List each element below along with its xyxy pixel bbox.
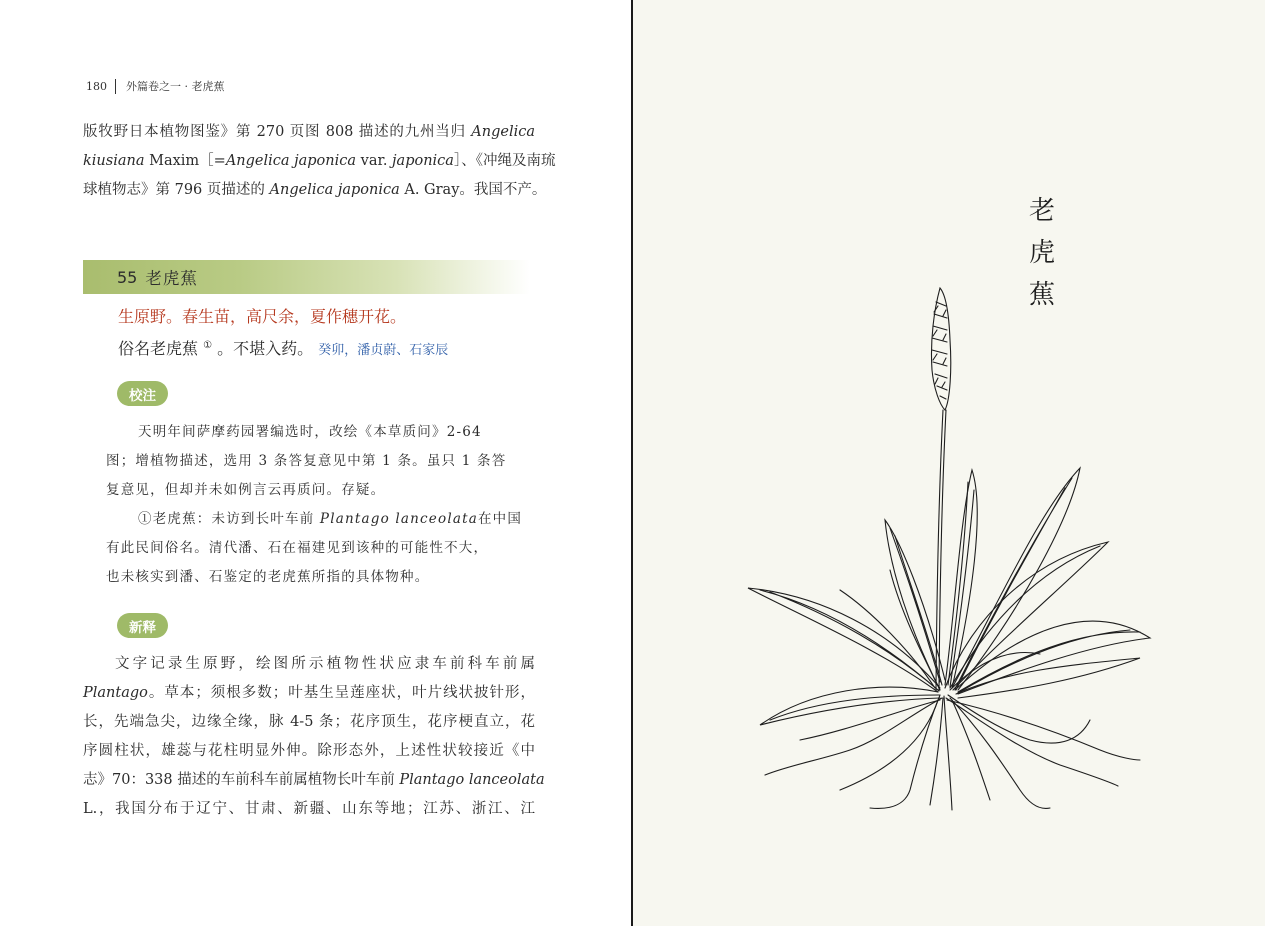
- notes-line: 图；增植物描述，选用 3 条答复意见中第 1 条。虽只 1 条答: [106, 453, 507, 469]
- section-number: 55: [117, 267, 138, 287]
- original-text-line-end: 。不堪入药。: [217, 339, 314, 358]
- notes-line: 复意见，但却并未如例言云再质问。存疑。: [106, 482, 386, 498]
- interpretation-pill: 新释: [117, 613, 168, 638]
- running-head-divider: [115, 79, 116, 94]
- interpretation-line: 文字记录生原野，绘图所示植物性状应隶车前科车前属: [115, 656, 535, 672]
- flower-spike: [931, 288, 950, 410]
- intro-line: 版牧野日本植物图鉴》第 270 页图 808 描述的九州当归 Angelica: [83, 124, 535, 140]
- latin-name: Angelica japonica: [225, 153, 357, 169]
- latin-name: Plantago lanceolata: [399, 772, 545, 788]
- interpretation-line: 志》70：338 描述的车前科车前属植物长叶车前 Plantago lanceolata: [83, 772, 545, 788]
- interpretation-paragraph: [83, 650, 545, 824]
- roots: [765, 695, 1140, 810]
- intro-line: kiusiana Maxim［=Angelica japonica var. japonica］、《冲绳及南琉: [83, 153, 556, 169]
- interpretation-line: L.，我国分布于辽宁、甘肃、新疆、山东等地；江苏、浙江、江: [83, 801, 535, 817]
- plant-title-char: 蕉: [1028, 280, 1055, 310]
- intro-paragraph: [83, 118, 556, 205]
- latin-name: Angelica japonica: [269, 182, 400, 198]
- original-text-line: 俗名老虎蕉: [118, 339, 199, 358]
- original-text-black: [118, 333, 448, 364]
- running-head-section: 外篇卷之一 · 老虎蕉: [126, 80, 225, 93]
- running-head: [86, 78, 225, 94]
- interpretation-line: 序圆柱状，雄蕊与花柱明显外伸。除形态外，上述性状较接近《中: [83, 743, 535, 759]
- plant-title-char: 老: [1028, 196, 1055, 226]
- plantain-plant-drawing-icon: [740, 270, 1160, 820]
- attribution: 癸卯，潘贞蔚、石家辰: [318, 343, 449, 358]
- section-title: 老虎蕉: [145, 269, 198, 288]
- latin-name: Plantago: [83, 685, 148, 701]
- latin-name: kiusiana: [83, 153, 145, 169]
- intro-line: 球植物志》第 796 页描述的 Angelica japonica A. Gray。我国不产。: [83, 182, 547, 198]
- latin-name: Plantago lanceolata: [319, 511, 478, 527]
- interpretation-line: Plantago。草本；须根多数；叶基生呈莲座状，叶片线状披针形，: [83, 685, 535, 701]
- left-page: [0, 0, 631, 926]
- notes-line: 也未核实到潘、石鉴定的老虎蕉所指的具体物种。: [106, 569, 430, 585]
- latin-name: Angelica: [471, 124, 535, 140]
- plant-title-char: 虎: [1028, 238, 1055, 268]
- latin-name: japonica: [392, 153, 454, 169]
- section-heading: [83, 260, 530, 294]
- original-text-red: 生原野。春生苗，高尺余，夏作穗开花。: [118, 307, 407, 326]
- footnote-marker[interactable]: ①: [203, 340, 213, 351]
- notes-pill: 校注: [117, 381, 168, 406]
- leaves: [748, 468, 1150, 725]
- notes-line: 天明年间萨摩药园署编选时，改绘《本草质问》2-64: [138, 424, 482, 440]
- notes-line: ①老虎蕉：未访到长叶车前 Plantago lanceolata在中国: [138, 511, 523, 527]
- notes-line: 有此民间俗名。清代潘、石在福建见到该种的可能性不大，: [106, 540, 489, 556]
- notes-paragraph: [106, 418, 523, 592]
- interpretation-line: 长，先端急尖，边缘全缘，脉 4-5 条；花序顶生，花序梗直立，花: [83, 714, 535, 730]
- page-number: 180: [86, 79, 107, 93]
